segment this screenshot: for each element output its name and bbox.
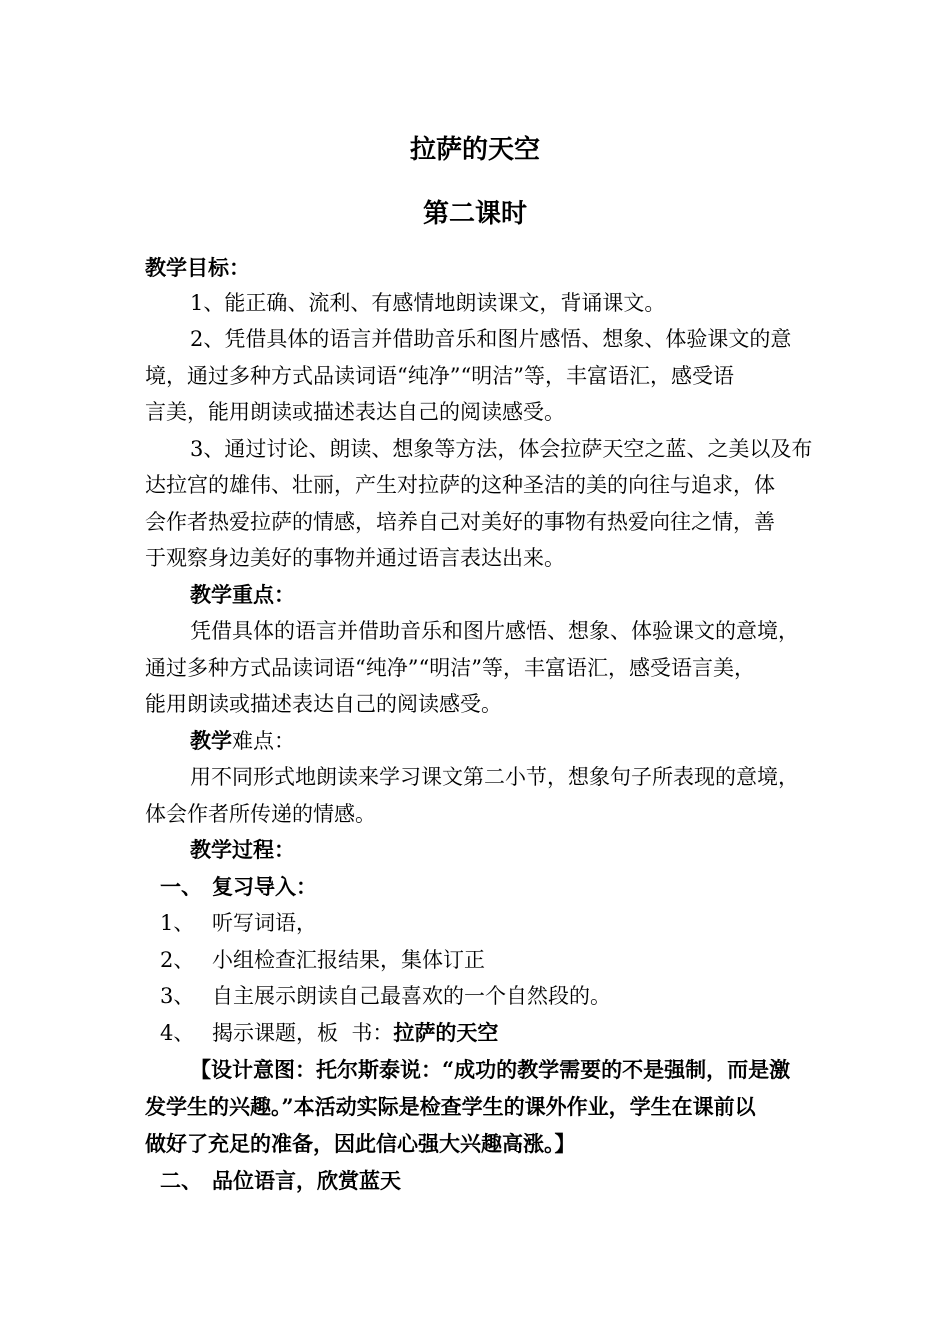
objective-item-2-line-2: 境，通过多种方式品读词语“纯净”“明洁”等，丰富语汇，感受语	[145, 364, 734, 388]
objective-item-2-line-1: 2、凭借具体的语言并借助音乐和图片感悟、想象、体验课文的意	[190, 327, 792, 351]
step-4-text: 揭示课题，板 书：	[212, 1021, 394, 1045]
difficulty-line-2: 体会作者所传递的情感。	[145, 802, 376, 826]
step-3-text: 自主展示朗读自己最喜欢的一个自然段的。	[212, 984, 611, 1008]
difficulty-heading-rest: 难点：	[232, 729, 295, 753]
document-subtitle: 第二课时	[422, 199, 527, 229]
objective-item-2-line-3: 言美，能用朗读或描述表达自己的阅读感受。	[145, 400, 565, 424]
step-4-number: 4、	[160, 1021, 195, 1045]
objectives-heading: 教学目标：	[145, 255, 250, 280]
step-2-text: 小组检查汇报结果，集体订正	[212, 948, 485, 972]
difficulty-heading-bold: 教学	[190, 728, 232, 753]
step-1-text: 听写词语，	[212, 911, 317, 935]
objective-item-1: 1、能正确、流利、有感情地朗读课文，背诵课文。	[190, 291, 666, 315]
key-points-heading: 教学重点：	[190, 582, 295, 607]
step-2-number: 2、	[160, 948, 195, 972]
objective-item-3-line-1: 3、通过讨论、朗读、想象等方法，体会拉萨天空之蓝、之美以及布	[190, 437, 813, 461]
design-note-line-1: 【设计意图：托尔斯泰说：“成功的教学需要的不是强制，而是激	[190, 1057, 791, 1082]
process-heading: 教学过程：	[190, 837, 295, 862]
step-3-number: 3、	[160, 984, 195, 1008]
objective-item-3-line-4: 于观察身边美好的事物并通过语言表达出来。	[145, 546, 565, 570]
section-2-title: 品位语言，欣赏蓝天	[212, 1168, 401, 1193]
step-4-content	[212, 1018, 498, 1048]
step-1-number: 1、	[160, 911, 195, 935]
difficulty-heading	[190, 726, 870, 756]
section-1-number: 一、	[160, 874, 202, 899]
objective-item-3-line-3: 会作者热爱拉萨的情感，培养自己对美好的事物有热爱向往之情，善	[145, 510, 775, 534]
section-2-number: 二、	[160, 1168, 202, 1193]
objective-item-3-line-2: 达拉宫的雄伟、壮丽，产生对拉萨的这种圣洁的美的向往与追求，体	[145, 473, 775, 497]
key-points-line-3: 能用朗读或描述表达自己的阅读感受。	[145, 692, 502, 716]
key-points-line-1: 凭借具体的语言并借助音乐和图片感悟、想象、体验课文的意境，	[190, 619, 799, 643]
difficulty-line-1: 用不同形式地朗读来学习课文第二小节，想象句子所表现的意境，	[190, 765, 799, 789]
step-4-board-title: 拉萨的天空	[393, 1020, 499, 1045]
key-points-line-2: 通过多种方式品读词语“纯净”“明洁”等，丰富语汇，感受语言美，	[145, 656, 755, 680]
section-1-title: 复习导入：	[212, 874, 317, 899]
document-title: 拉萨的天空	[409, 135, 540, 165]
design-note-line-2: 发学生的兴趣。”本活动实际是检查学生的课外作业，学生在课前以	[145, 1094, 756, 1119]
design-note-line-3: 做好了充足的准备，因此信心强大兴趣高涨。】	[145, 1131, 576, 1156]
